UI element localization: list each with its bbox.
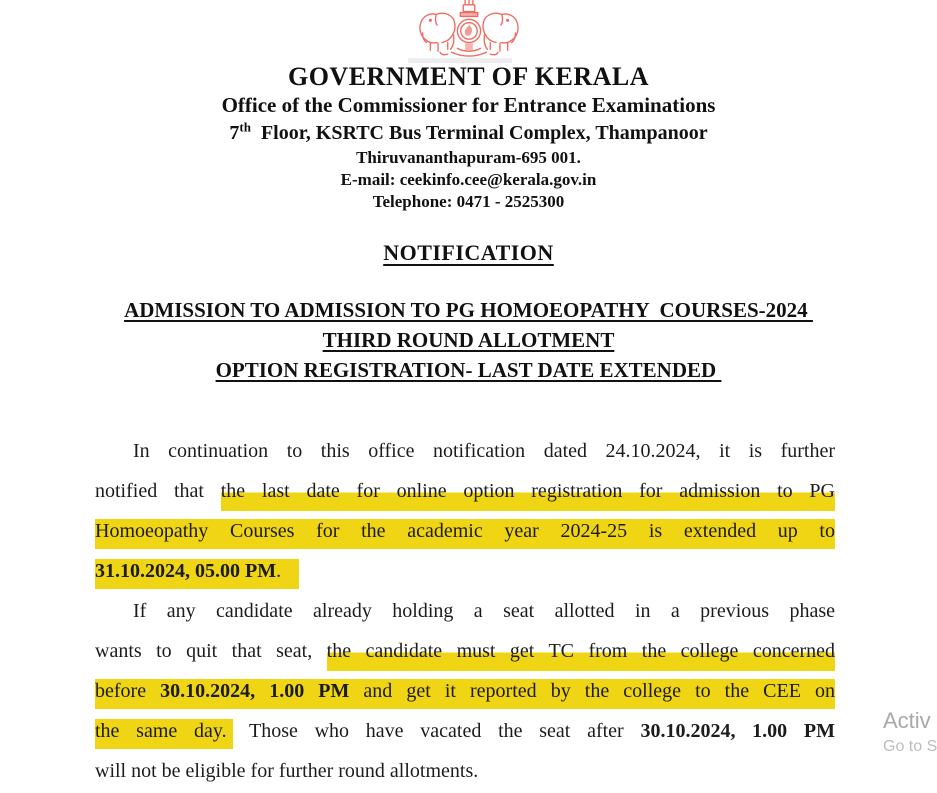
- paragraph-line: [95, 471, 835, 511]
- paragraph-line: [95, 551, 835, 591]
- text-run: Those who have vacated the seat after: [232, 720, 641, 742]
- highlighted-text-run: the last date for online option registration for admission to PG: [221, 480, 835, 511]
- paragraph-line: [95, 671, 835, 711]
- bold-date-run: 30.10.2024, 1.00 PM: [640, 720, 836, 742]
- watermark-activate-text: Activ: [883, 708, 931, 733]
- highlighted-text-run: the same day.: [95, 719, 233, 749]
- org-name: GOVERNMENT OF KERALA: [287, 62, 650, 91]
- highlighted-bold-date-run: 30.10.2024, 1.00 PM: [160, 679, 349, 709]
- windows-activation-watermark: [883, 706, 937, 758]
- highlighted-text-run: Homoeopathy Courses for the academic year 2024-25 is extended up to: [95, 519, 835, 549]
- letterhead: [0, 62, 937, 213]
- email-line: E-mail: ceekinfo.cee@kerala.gov.in: [340, 170, 597, 189]
- text-run: In continuation to this office notification dated 24.10.2024, it is further: [133, 440, 835, 462]
- subtitle-admission: [0, 295, 937, 325]
- subtitle-round: [0, 325, 937, 355]
- highlighted-text-run: .: [276, 559, 299, 589]
- highlighted-bold-date-run: 31.10.2024, 05.00 PM: [95, 559, 276, 589]
- subtitle-lastdate: [0, 355, 937, 385]
- office-name: Office of the Commissioner for Entrance Examinations: [221, 93, 716, 117]
- paragraph-line: [95, 511, 835, 551]
- address-line: [0, 119, 937, 147]
- document-body: [95, 431, 835, 791]
- kerala-government-emblem-icon: [407, 0, 531, 58]
- floor-number: 7: [229, 122, 240, 144]
- city-line: Thiruvananthapuram-695 001.: [356, 148, 581, 167]
- watermark-settings-text: Go to S: [883, 738, 937, 755]
- highlighted-text-run: the candidate must get TC from the college concerned: [327, 640, 835, 671]
- text-run: If any candidate already holding a seat allotted in a previous phase: [133, 600, 835, 622]
- notification-subtitles: [0, 295, 937, 385]
- floor-ordinal-suffix: th: [239, 119, 251, 135]
- text-run: notified that: [95, 480, 221, 502]
- paragraph-line: [95, 591, 835, 631]
- text-run: wants to quit that seat,: [95, 640, 327, 662]
- text-run: will not be eligible for further round allotments.: [95, 760, 479, 782]
- paragraph-line: [95, 431, 835, 471]
- paragraph-line: [95, 711, 835, 751]
- subtitle-admission-text: ADMISSION TO ADMISSION TO PG HOMOEOPATHY COURSES-2024: [124, 298, 813, 322]
- address-rest: Floor, KSRTC Bus Terminal Complex, Thampanoor: [250, 122, 708, 144]
- highlighted-text-run: and get it reported by the college to the CEE on: [349, 679, 835, 709]
- paragraph-line: [95, 631, 835, 671]
- highlighted-text-run: before: [95, 679, 160, 709]
- subtitle-round-text: THIRD ROUND ALLOTMENT: [322, 328, 615, 352]
- subtitle-lastdate-text: OPTION REGISTRATION- LAST DATE EXTENDED: [215, 358, 722, 382]
- phone-line: Telephone: 0471 - 2525300: [372, 192, 565, 211]
- notification-title: [0, 240, 937, 266]
- notification-title-text: NOTIFICATION: [383, 240, 554, 265]
- paragraph-line: [95, 751, 835, 791]
